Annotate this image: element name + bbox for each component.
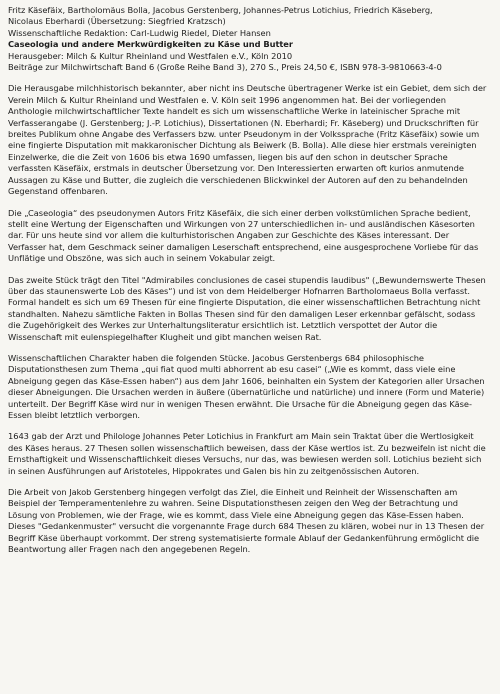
paragraph-gerstenberg: Wissenschaftlichen Charakter haben die folgenden Stücke. Jacobus Gerstenbergs 684 philosophische Disputationsthesen zum Thema „qui fiat quod multi abhorrent ab esu casei“ („Wie es kommt, dass viele eine Abneigung gegen das Käse-Essen haben“) aus dem Jahr 1606, beinhalten ein System der Kategorien aller Ursachen dieser Abneigungen. Die Ursachen werden in äußere (übernatürliche und natürliche) und innere (Form und Materie) unterteilt. Der Begriff Käse wird nur in wenigen Thesen erwähnt. Die Ursache für die Abneigung gegen das Käse-Essen bleibt letztlich verborgen.: [8, 352, 485, 420]
paragraph-caseologia: Die „Caseologia“ des pseudonymen Autors Fritz Käsefäix, die sich einer derben volkstümlichen Sprache bedient, stellt eine Wertung der Eigenschaften und Wirkungen von 27 unterschiedlichen in- und ausländischen Käsesorten dar. Für uns heute sind vor allem die kulturhistorischen Angaben zur Geschichte des Käses interessant. Der Verfasser hat, dem Geschmack seiner damaligen Leserschaft entsprechend, eine ausgesprochene Vorliebe für das Unflätige und Obszöne, was sich auch in seinem Vokabular zeigt.: [8, 207, 479, 264]
editors-line: Wissenschaftliche Redaktion: Carl-Ludwig Riedel, Dieter Hansen: [8, 27, 271, 38]
authors-line-continued: Nicolaus Eberhardi (Übersetzung: Siegfried Kratzsch): [8, 16, 226, 27]
book-title: Caseologia und andere Merkwürdigkeiten zu Käse und Butter: [8, 39, 293, 50]
bibliographic-header: [8, 5, 488, 73]
paragraph-introduction: Die Herausgabe milchhistorisch bekannter, aber nicht ins Deutsche übertragener Werke ist ein Gebiet, dem sich der Verein Milch & Kultur Rheinland und Westfalen e. V. Köln seit 1996 angenommen hat. Bei der vorliegenden Anthologie milchwirtschaftlicher Texte handelt es sich um wissenschaftliche Werke in lateinischer Sprache mit Verfasserangabe (J. Gerstenberg; J.-P. Lotichius), Dissertationen (N. Eberhardi; Fr. Käseberg) und Druckschriften für breites Publikum ohne Angabe des Verfassers bzw. unter Pseudonym in der Volkssprache (Fritz Käsefäix) sowie um eine fingierte Disputation mit makkaronischer Dichtung als Beiwerk (B. Bolla). Alle diese hier erstmals vereinigten Einzelwerke, die die Zeit von 1606 bis etwa 1690 umfassen, liegen bis auf den schon in deutscher Sprache verfassten Käsefäix, erstmals in deutscher Übersetzung vor. Den Interessierten erwarten oft kurios anmutende Aussagen zu Käse und Butter, die zugleich die verschiedenen Blickwinkel der Autoren auf den zu behandelnden Gegenstand offenbaren.: [8, 83, 487, 197]
paragraph-lotichius: 1643 gab der Arzt und Philologe Johannes Peter Lotichius in Frankfurt am Main sein Traktat über die Wertlosigkeit des Käses heraus. 27 Thesen sollen wissenschaftlich beweisen, dass der Käse wertlos ist. Zu bezweifeln ist nicht die Ernsthaftigkeit und Wissenschaftlichkeit dieses Versuchs, nur das, was bewiesen werden soll. Lotichius bezieht sich in seinen Ausführungen auf Aristoteles, Hippokrates und Galen bis hin zu zeitgenössischen Autoren.: [8, 431, 486, 476]
publisher-line: Herausgeber: Milch & Kultur Rheinland und Westfalen e.V., Köln 2010: [8, 50, 293, 61]
paragraph-temperamentenlehre: Die Arbeit von Jakob Gerstenberg hingegen verfolgt das Ziel, die Einheit und Reinheit der Wissenschaften am Beispiel der Temperamentenlehre zu wahren. Seine Disputationsthesen zeigen den Weg der Betrachtung und Lösung von Problemen, wie der Frage, wie es kommt, dass Viele eine Abneigung gegen das Käse-Essen haben. Dieses "Gedankenmuster" versucht die vorgenannte Frage durch 684 Thesen zu klären, wobei nur in 13 Thesen der Begriff Käse überhaupt vorkommt. Der streng systematisierte formale Ablauf der Gedankenführung ermöglicht die Beantwortung aller Fragen nach den angegebenen Regeln.: [8, 487, 485, 555]
paragraph-bolla: Das zweite Stück trägt den Titel "Admirabiles conclusiones de casei stupendis laudibus" („Bewundernswerte Thesen über das staunenswerte Lob des Käses“) und ist von dem Heidelberger Hofnarren Bartholomaeus Bolla verfasst. Formal handelt es sich um 69 Thesen für eine fingierte Disputation, die einer wissenschaftlichen Betrachtung nicht standhalten. Nahezu sämtliche Fakten in Bollas Thesen sind für den damaligen Leser erkennbar gefälscht, sodass die Zugehörigkeit des Werkes zur Unterhaltungsliteratur ersichtlich ist. Letztlich verspottet der Autor die Wissenschaft mit eulenspiegelhafter Klugheit und gibt manchen weisen Rat.: [8, 274, 486, 342]
authors-line: Fritz Käsefäix, Bartholomäus Bolla, Jacobus Gerstenberg, Johannes-Petrus Lotichius, Friedrich Käseberg,: [8, 5, 433, 15]
series-line: Beiträge zur Milchwirtschaft Band 6 (Große Reihe Band 3), 270 S., Preis 24,50 €, ISBN 978-3-9810663-4-0: [8, 62, 442, 73]
